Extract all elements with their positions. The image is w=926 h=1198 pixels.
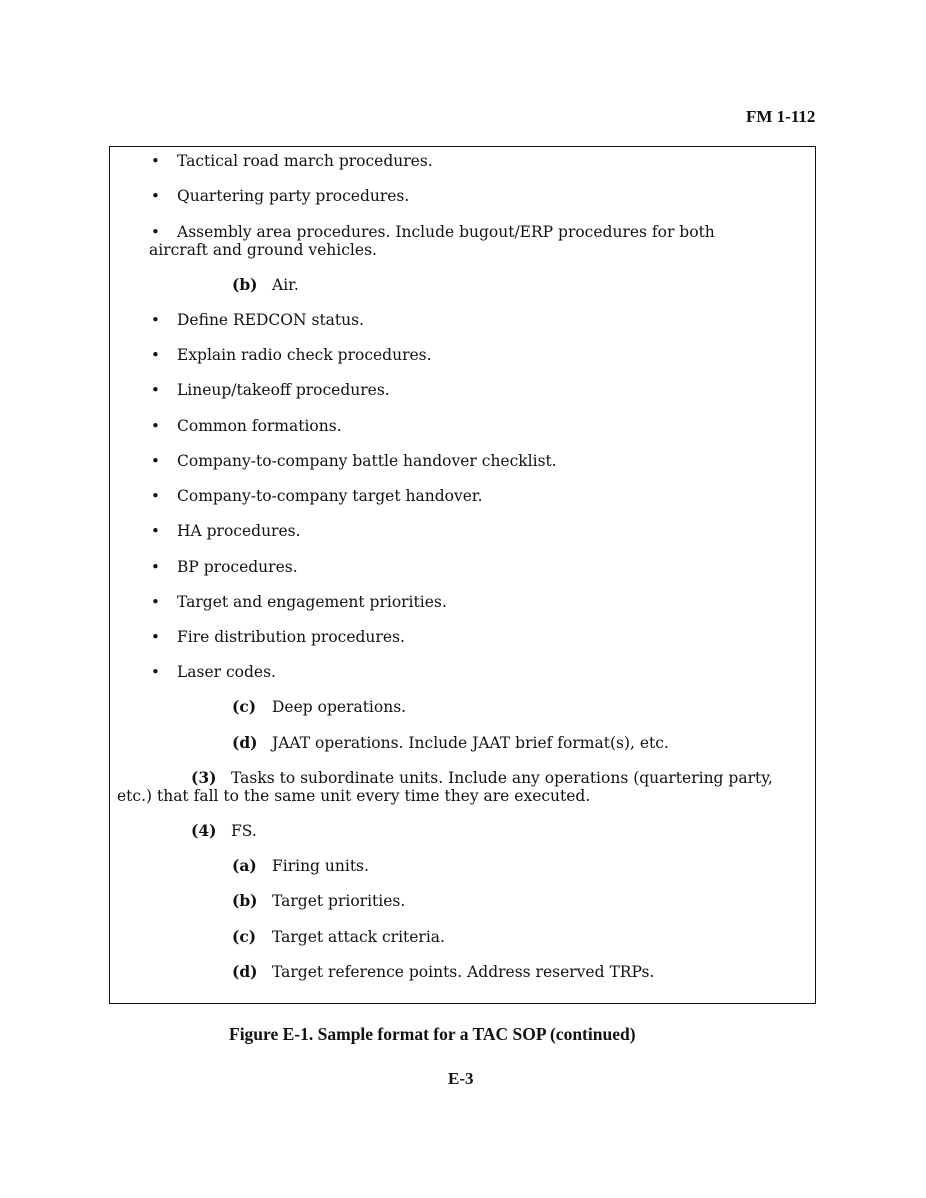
figure-caption: Figure E-1. Sample format for a TAC SOP (continued) (229, 1024, 636, 1044)
paragraph-continuation: etc.) that fall to the same unit every time they are executed. (117, 787, 591, 805)
subparagraph-text: JAAT operations. Include JAAT brief format(s), etc. (272, 734, 669, 752)
subparagraph-label: (a) (232, 856, 257, 875)
subparagraph-label: (b) (232, 275, 258, 294)
bullet-icon: • (151, 628, 160, 646)
bullet-item-text: Company-to-company battle handover checklist. (177, 452, 557, 470)
paragraph-label: (3) (191, 768, 217, 787)
subparagraph-text: Target attack criteria. (272, 928, 445, 946)
bullet-icon: • (151, 152, 160, 170)
bullet-icon: • (151, 663, 160, 681)
bullet-item-text: Assembly area procedures. Include bugout/ERP procedures for both (177, 223, 715, 241)
subparagraph-text: Firing units. (272, 857, 369, 875)
subparagraph-label: (c) (232, 927, 257, 946)
bullet-item-text: Explain radio check procedures. (177, 346, 432, 364)
subparagraph-label: (c) (232, 697, 257, 716)
bullet-icon: • (151, 452, 160, 470)
bullet-item-text: Target and engagement priorities. (177, 593, 447, 611)
bullet-item-continuation: aircraft and ground vehicles. (149, 241, 377, 259)
bullet-icon: • (151, 593, 160, 611)
bullet-item-text: Company-to-company target handover. (177, 487, 483, 505)
paragraph-text: Tasks to subordinate units. Include any operations (quartering party, (231, 769, 773, 787)
bullet-item-text: Tactical road march procedures. (177, 152, 433, 170)
bullet-icon: • (151, 223, 160, 241)
subparagraph-label: (d) (232, 962, 258, 981)
subparagraph-text: Target reference points. Address reserved TRPs. (272, 963, 655, 981)
bullet-item-text: Common formations. (177, 417, 342, 435)
bullet-icon: • (151, 558, 160, 576)
bullet-item-text: Quartering party procedures. (177, 187, 410, 205)
paragraph-label: (4) (191, 821, 217, 840)
bullet-icon: • (151, 346, 160, 364)
document-id: FM 1-112 (746, 107, 816, 126)
bullet-icon: • (151, 381, 160, 399)
bullet-icon: • (151, 522, 160, 540)
subparagraph-label: (b) (232, 891, 258, 910)
subparagraph-text: Target priorities. (272, 892, 406, 910)
bullet-icon: • (151, 487, 160, 505)
subparagraph-label: (d) (232, 733, 258, 752)
paragraph-text: FS. (231, 822, 257, 840)
bullet-item-text: HA procedures. (177, 522, 301, 540)
bullet-item-text: Define REDCON status. (177, 311, 365, 329)
bullet-icon: • (151, 187, 160, 205)
page-number: E-3 (448, 1069, 474, 1088)
bullet-item-text: Laser codes. (177, 663, 276, 681)
bullet-item-text: Lineup/takeoff procedures. (177, 381, 390, 399)
bullet-icon: • (151, 417, 160, 435)
subparagraph-text: Air. (272, 276, 299, 294)
bullet-item-text: Fire distribution procedures. (177, 628, 405, 646)
subparagraph-text: Deep operations. (272, 698, 407, 716)
bullet-icon: • (151, 311, 160, 329)
bullet-item-text: BP procedures. (177, 558, 298, 576)
